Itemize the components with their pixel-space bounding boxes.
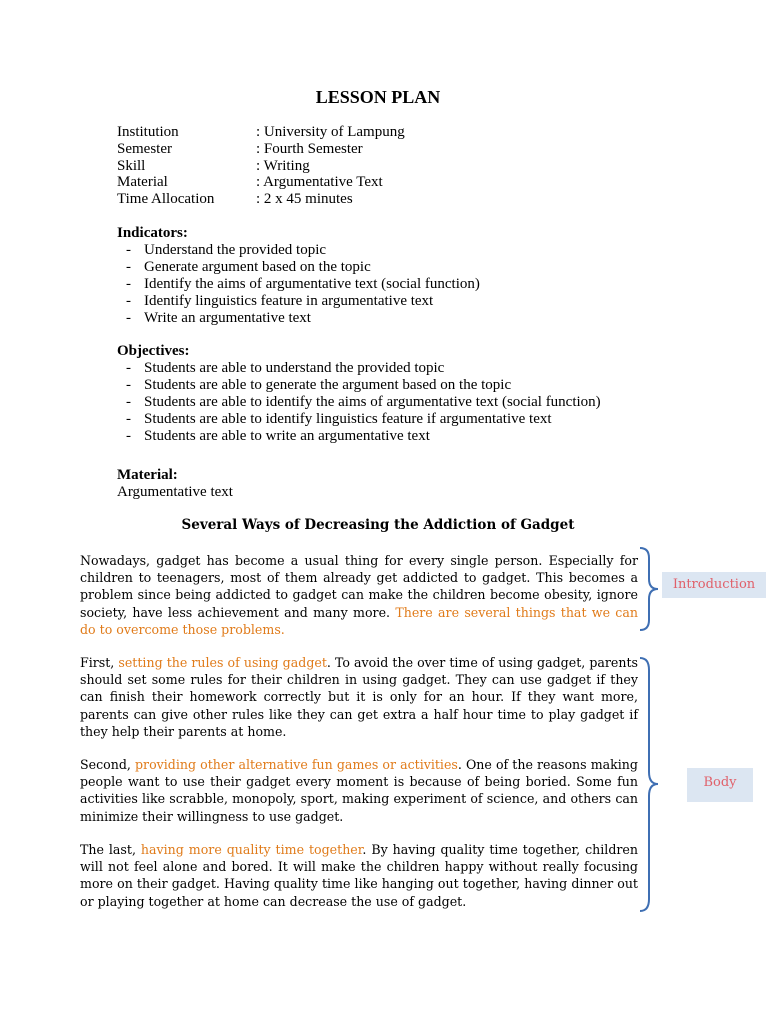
info-label: Material	[117, 174, 168, 190]
body-brace	[638, 656, 662, 913]
essay-title: Several Ways of Decreasing the Addiction of Gadget	[181, 517, 575, 533]
info-label: Time Allocation	[117, 191, 215, 207]
objectives-heading: Objectives:	[117, 343, 190, 359]
paragraph-text: The last,	[80, 842, 141, 857]
list-dash: -	[126, 259, 131, 275]
info-label: Skill	[117, 158, 146, 174]
body-paragraph-3	[80, 841, 638, 910]
list-dash: -	[126, 293, 131, 309]
body-paragraph-1	[80, 654, 638, 740]
material-heading: Material:	[117, 467, 178, 483]
highlighted-phrase: providing other alternative fun games or activities	[134, 757, 458, 772]
paragraph-text: . By having quality time together, children will not feel alone and bored. It will make the children happy without really focusing more on their gadget. Having quality time like hanging out together, having dinner out or playing together at home can decrease the use of gadget.	[80, 842, 638, 909]
paragraph-text: . One of the reasons making people want to use their gadget every moment is because of being boried. Some fun activities like scrabble, monopoly, sport, making experiment of science, and others can minimize their willingness to use gadget.	[80, 757, 638, 824]
list-item: Identify linguistics feature in argumentative text	[144, 293, 434, 309]
list-dash: -	[126, 242, 131, 258]
info-label: Institution	[117, 124, 179, 140]
info-value: : Fourth Semester	[256, 141, 363, 157]
info-value: : University of Lampung	[256, 124, 405, 140]
info-label: Semester	[117, 141, 172, 157]
list-item: Students are able to generate the argument based on the topic	[144, 377, 512, 393]
info-value: : Argumentative Text	[256, 174, 383, 190]
intro-paragraph	[80, 552, 638, 638]
info-value: : 2 x 45 minutes	[256, 191, 353, 207]
page-title: LESSON PLAN	[315, 87, 441, 107]
list-dash: -	[126, 360, 131, 376]
body-tag: Body	[687, 768, 753, 802]
paragraph-text: Second,	[80, 757, 135, 772]
highlighted-phrase: setting the rules of using gadget	[118, 655, 327, 670]
list-item: Students are able to write an argumentative text	[144, 428, 430, 444]
list-dash: -	[126, 377, 131, 393]
info-value: : Writing	[256, 158, 310, 174]
paragraph-text: First,	[80, 655, 119, 670]
list-item: Identify the aims of argumentative text (social function)	[144, 276, 480, 292]
list-dash: -	[126, 394, 131, 410]
list-item: Write an argumentative text	[144, 310, 311, 326]
highlighted-phrase: having more quality time together	[140, 842, 363, 857]
list-dash: -	[126, 411, 131, 427]
indicators-heading: Indicators:	[117, 225, 188, 241]
list-item: Students are able to understand the provided topic	[144, 360, 445, 376]
paragraph-text: . To avoid the over time of using gadget, parents should set some rules for their children in using gadget. They can use gadget if they can finish their homework correctly but it is only for an hour. If they want more, parents can give other rules like they can get extra a half hour time to play gadget if they help their parents at home.	[80, 655, 639, 739]
list-item: Students are able to identify the aims of argumentative text (social function)	[144, 394, 601, 410]
material-text: Argumentative text	[117, 484, 233, 500]
list-item: Students are able to identify linguistics feature if argumentative text	[144, 411, 552, 427]
list-item: Generate argument based on the topic	[144, 259, 371, 275]
introduction-brace	[638, 546, 662, 632]
list-item: Understand the provided topic	[144, 242, 327, 258]
highlighted-phrase: There are several things that we can do to overcome those problems.	[80, 604, 638, 637]
paragraph-text: Nowadays, gadget has become a usual thing for every single person. Especially for children to teenagers, most of them already get addicted to gadget. This becomes a problem since being addicted to gadget can make the children become obesity, ignore society, have less achievement and many more.	[80, 553, 638, 620]
list-dash: -	[126, 428, 131, 444]
introduction-tag: Introduction	[662, 572, 766, 598]
list-dash: -	[126, 276, 131, 292]
body-paragraph-2	[80, 756, 638, 825]
list-dash: -	[126, 310, 131, 326]
